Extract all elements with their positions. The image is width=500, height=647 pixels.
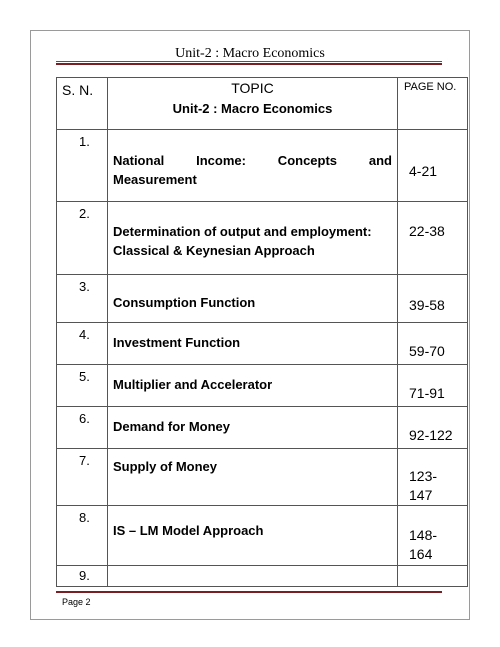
row-topic: Investment Function: [113, 335, 241, 350]
table-row: [57, 275, 468, 323]
row-page-end: 164: [409, 546, 433, 562]
row-number: 4.: [79, 327, 90, 342]
header-cell-topic: [108, 78, 398, 130]
table-row: [57, 323, 468, 365]
table-row: [57, 365, 468, 407]
row-number: 5.: [79, 369, 90, 384]
header-rule: [56, 63, 442, 65]
column-header-page: PAGE NO.: [404, 81, 457, 93]
row-number: 7.: [79, 453, 90, 468]
row-topic: Determination of output and employment: Classical & Keynesian Approach: [113, 224, 372, 258]
row-number: 6.: [79, 411, 90, 426]
row-page: 22-38: [409, 223, 445, 239]
row-topic: IS – LM Model Approach: [113, 523, 264, 538]
contents-table: [56, 77, 468, 587]
column-header-sn: S. N.: [62, 82, 94, 98]
column-header-topic: TOPIC: [231, 80, 274, 96]
row-page-end: 147: [409, 487, 433, 503]
row-topic: Demand for Money: [113, 419, 231, 434]
unit-heading: Unit-2 : Macro Economics: [172, 101, 333, 116]
page-header-title: Unit-2 : Macro Economics: [175, 46, 325, 61]
row-page: 59-70: [409, 343, 445, 359]
row-number: 3.: [79, 279, 90, 294]
header-cell-sn: [57, 78, 108, 130]
table-row: [57, 130, 468, 202]
table-row: [57, 566, 468, 587]
table-row: [57, 407, 468, 449]
row-topic: Multiplier and Accelerator: [113, 377, 273, 392]
footer-rule: [56, 591, 442, 593]
row-page: 4-21: [409, 163, 438, 179]
table-header-row: [57, 78, 468, 130]
row-topic: Consumption Function: [113, 295, 256, 310]
row-page: 92-122: [409, 427, 453, 443]
row-page-start: 123-: [409, 468, 438, 484]
row-topic: Supply of Money: [113, 459, 217, 474]
row-page-start: 148-: [409, 527, 438, 543]
table-row: [57, 506, 468, 566]
row-number: 1.: [79, 134, 90, 149]
page-number-label: Page 2: [62, 597, 91, 607]
row-topic: National Income: Concepts and Measurement: [113, 153, 392, 187]
row-number: 8.: [79, 510, 90, 525]
table-row: [57, 449, 468, 506]
row-number: 9.: [79, 568, 90, 583]
row-page: 71-91: [409, 385, 445, 401]
row-page: 39-58: [409, 297, 445, 313]
row-number: 2.: [79, 206, 90, 221]
table-row: [57, 202, 468, 275]
header-rule-thin: [56, 61, 442, 62]
header-cell-page: [398, 78, 468, 130]
